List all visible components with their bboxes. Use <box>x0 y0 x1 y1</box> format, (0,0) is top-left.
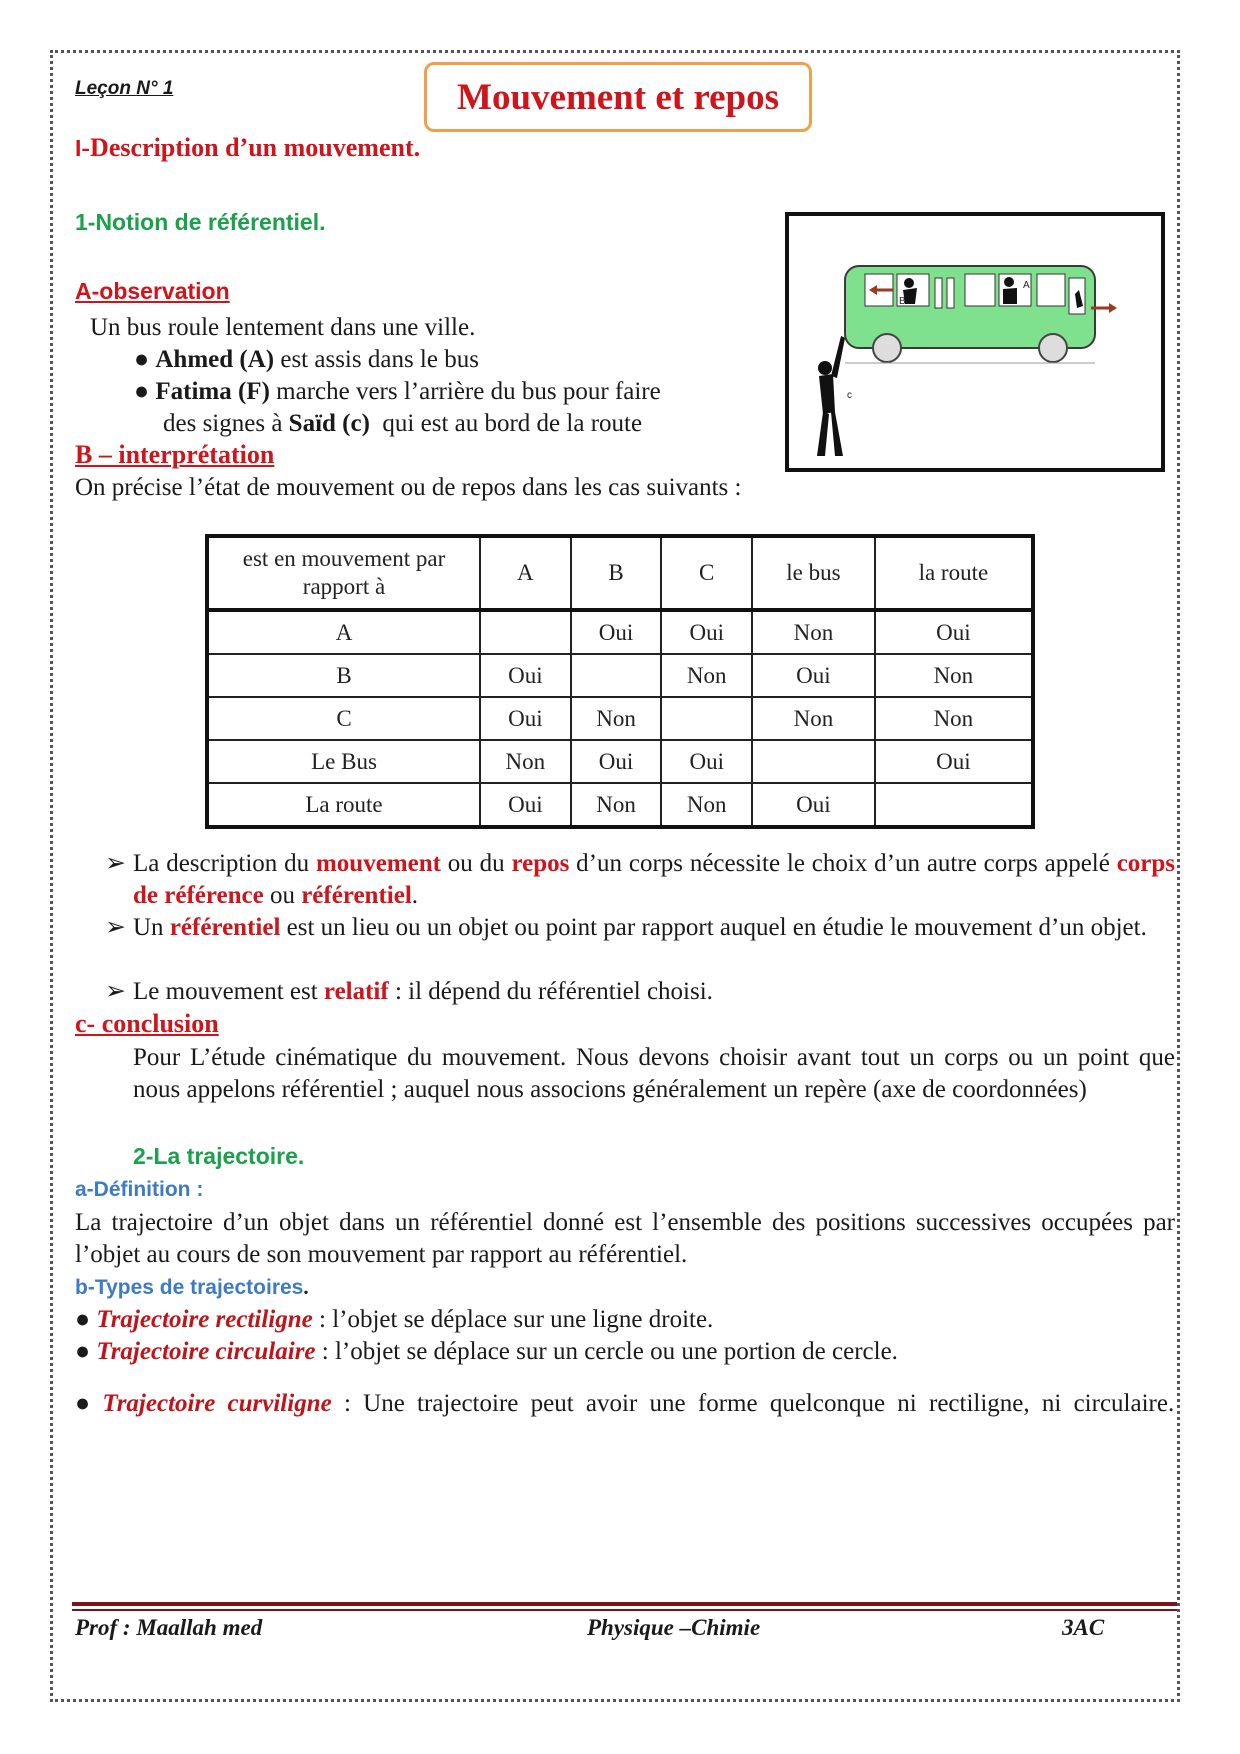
observation-bullet-ahmed: ● Ahmed (A) est assis dans le bus <box>134 346 479 373</box>
types-heading-dot: . <box>303 1275 309 1299</box>
bus-illustration <box>789 216 1161 468</box>
table-col-header: le bus <box>752 536 875 610</box>
point-text: ou du <box>440 850 512 877</box>
type-name: Trajectoire rectiligne <box>96 1306 313 1333</box>
table-row <box>207 610 1033 654</box>
arrow-forward-head <box>1109 303 1117 313</box>
conclusion-text: Pour L’étude cinématique du mouvement. Nous devons choisir avant tout un corps ou un point que nous appelons référentiel ; auquel nous associons généralement un repère (axe de coordonnées) <box>133 1044 1175 1103</box>
subsection-referentiel: 1-Notion de référentiel. <box>75 209 326 235</box>
table-cell: Non <box>661 654 752 697</box>
ahmed-text: est assis dans le bus <box>274 346 479 373</box>
section-heading <box>75 133 420 163</box>
type-rectiligne <box>75 1304 713 1336</box>
label-c: c <box>847 390 852 401</box>
point-text: ou <box>263 882 302 909</box>
type-name: Trajectoire curviligne <box>102 1390 332 1417</box>
term-relatif: relatif <box>323 978 389 1005</box>
ahmed-name: Ahmed (A) <box>155 346 275 373</box>
types-heading-text: b-Types de trajectoires <box>75 1276 304 1299</box>
point-referentiel <box>105 912 1175 944</box>
passenger-fatima <box>904 278 914 288</box>
passenger-ahmed <box>1004 277 1014 287</box>
point-relatif <box>105 976 1175 1008</box>
said-text: qui est au bord de la route <box>369 410 643 437</box>
term-repos: repos <box>511 850 570 877</box>
table-cell: Non <box>571 697 662 740</box>
point-description <box>105 848 1175 912</box>
row-label: B <box>207 654 480 697</box>
table-col-header: la route <box>875 536 1033 610</box>
arrow-bullet-icon: ➢ <box>105 850 126 877</box>
table-cell: Oui <box>480 654 571 697</box>
table-header-row <box>207 536 1033 610</box>
definition-heading: a-Définition : <box>75 1178 204 1201</box>
table-cell: Oui <box>571 610 662 654</box>
point-text: Un <box>133 914 170 941</box>
point-text: d’un corps nécessite le choix d’un autre corps appelé <box>569 850 1117 877</box>
table-cell: Oui <box>875 740 1033 783</box>
bus-figure <box>785 212 1165 472</box>
footer-rule <box>72 1602 1177 1606</box>
table-cell: Non <box>875 697 1033 740</box>
label-b: B <box>899 296 906 307</box>
arrow-bullet-icon: ➢ <box>105 914 126 941</box>
term-corps-reference: corps de référence <box>133 850 1176 909</box>
table-cell: Oui <box>571 740 662 783</box>
table-col-header: C <box>661 536 752 610</box>
section-numeral: I <box>75 135 82 161</box>
bus-window <box>1037 274 1065 306</box>
table-cell: Non <box>875 654 1033 697</box>
footer-subject: Physique –Chimie <box>587 1615 761 1640</box>
table-cell: Oui <box>752 783 875 827</box>
table-cell <box>661 697 752 740</box>
conclusion-heading: c- conclusion <box>75 1009 219 1038</box>
point-text: : il dépend du référentiel choisi. <box>388 978 713 1005</box>
type-name: Trajectoire circulaire <box>96 1338 316 1365</box>
definition-text: La trajectoire d’un objet dans un référentiel donné est l’ensemble des positions successives occupées par l’objet au cours de son mouvement par rapport au référentiel. <box>75 1209 1175 1268</box>
table-corner-header: est en mouvement par rapport à <box>207 536 480 610</box>
table-cell <box>752 740 875 783</box>
types-heading <box>75 1275 309 1300</box>
arrow-bullet-icon: ➢ <box>105 978 126 1005</box>
table-cell: Non <box>752 697 875 740</box>
type-text: : l’objet se déplace sur un cercle ou une portion de cercle. <box>315 1338 898 1365</box>
table-col-header: A <box>480 536 571 610</box>
said-pre: des signes à <box>163 410 289 437</box>
bus-window <box>965 274 995 306</box>
point-text: . <box>411 882 419 909</box>
passenger-ahmed-body <box>1003 288 1017 304</box>
bus-window <box>947 278 954 308</box>
fatima-text: marche vers l’arrière du bus pour faire <box>269 378 661 405</box>
bullet-icon: ● <box>75 1306 91 1333</box>
row-label: La route <box>207 783 480 827</box>
type-circulaire <box>75 1336 898 1368</box>
said-body <box>819 374 835 414</box>
fatima-name: Fatima (F) <box>155 378 270 405</box>
term-referentiel: référentiel <box>169 914 281 941</box>
subsection-trajectoire: 2-La trajectoire. <box>133 1143 305 1169</box>
table-cell: Oui <box>661 740 752 783</box>
bullet-icon: ● <box>75 1338 91 1365</box>
table-cell <box>875 783 1033 827</box>
table-cell <box>571 654 662 697</box>
row-label: C <box>207 697 480 740</box>
table-row <box>207 740 1033 783</box>
table-row <box>207 654 1033 697</box>
point-text: est un lieu ou un objet ou point par rapport auquel en étudie le mouvement d’un objet. <box>280 914 1147 941</box>
bus-window <box>935 278 942 308</box>
observation-heading: A-observation <box>75 278 230 304</box>
table-cell: Non <box>661 783 752 827</box>
type-text: : Une trajectoire peut avoir une forme quelconque ni rectiligne, ni circulaire. <box>331 1390 1175 1417</box>
table-cell: Non <box>480 740 571 783</box>
table-col-header: B <box>571 536 662 610</box>
interpretation-intro: On précise l’état de mouvement ou de repos dans les cas suivants : <box>75 474 742 501</box>
table-cell <box>480 610 571 654</box>
row-label: Le Bus <box>207 740 480 783</box>
motion-table <box>205 534 1035 829</box>
table-cell: Oui <box>480 783 571 827</box>
row-label: A <box>207 610 480 654</box>
interpretation-heading: B – interprétation <box>75 440 275 469</box>
type-curviligne <box>75 1388 1175 1420</box>
footer-level: 3AC <box>1062 1615 1105 1640</box>
lesson-number: Leçon N° 1 <box>75 78 174 99</box>
label-a: A <box>1023 280 1030 291</box>
said-legs <box>817 412 843 456</box>
said-arm <box>831 336 845 378</box>
page-title: Mouvement et repos <box>424 62 812 132</box>
wheel-rear <box>873 334 901 362</box>
observation-bullet-fatima: ● Fatima (F) marche vers l’arrière du bus pour faire <box>134 378 661 405</box>
section-title: -Description d’un mouvement. <box>81 133 421 162</box>
type-text: : l’objet se déplace sur une ligne droite. <box>312 1306 714 1333</box>
table-row <box>207 697 1033 740</box>
observation-intro: Un bus roule lentement dans une ville. <box>90 314 476 341</box>
point-text: La description du <box>133 850 316 877</box>
table-cell: Non <box>752 610 875 654</box>
wheel-front <box>1039 334 1067 362</box>
said-name: Saïd (c) <box>288 410 370 437</box>
term-mouvement: mouvement <box>315 850 441 877</box>
footer-rule <box>72 1609 1177 1611</box>
observation-bullet-fatima-cont <box>163 408 642 440</box>
table-cell: Oui <box>661 610 752 654</box>
term-referentiel: référentiel <box>301 882 412 909</box>
table-row <box>207 783 1033 827</box>
said-head <box>818 361 832 375</box>
table-cell: Oui <box>480 697 571 740</box>
table-cell: Oui <box>752 654 875 697</box>
point-text: Le mouvement est <box>133 978 324 1005</box>
bullet-icon: ● <box>75 1390 91 1417</box>
footer-prof: Prof : Maallah med <box>75 1615 263 1640</box>
table-cell: Oui <box>875 610 1033 654</box>
table-cell: Non <box>571 783 662 827</box>
